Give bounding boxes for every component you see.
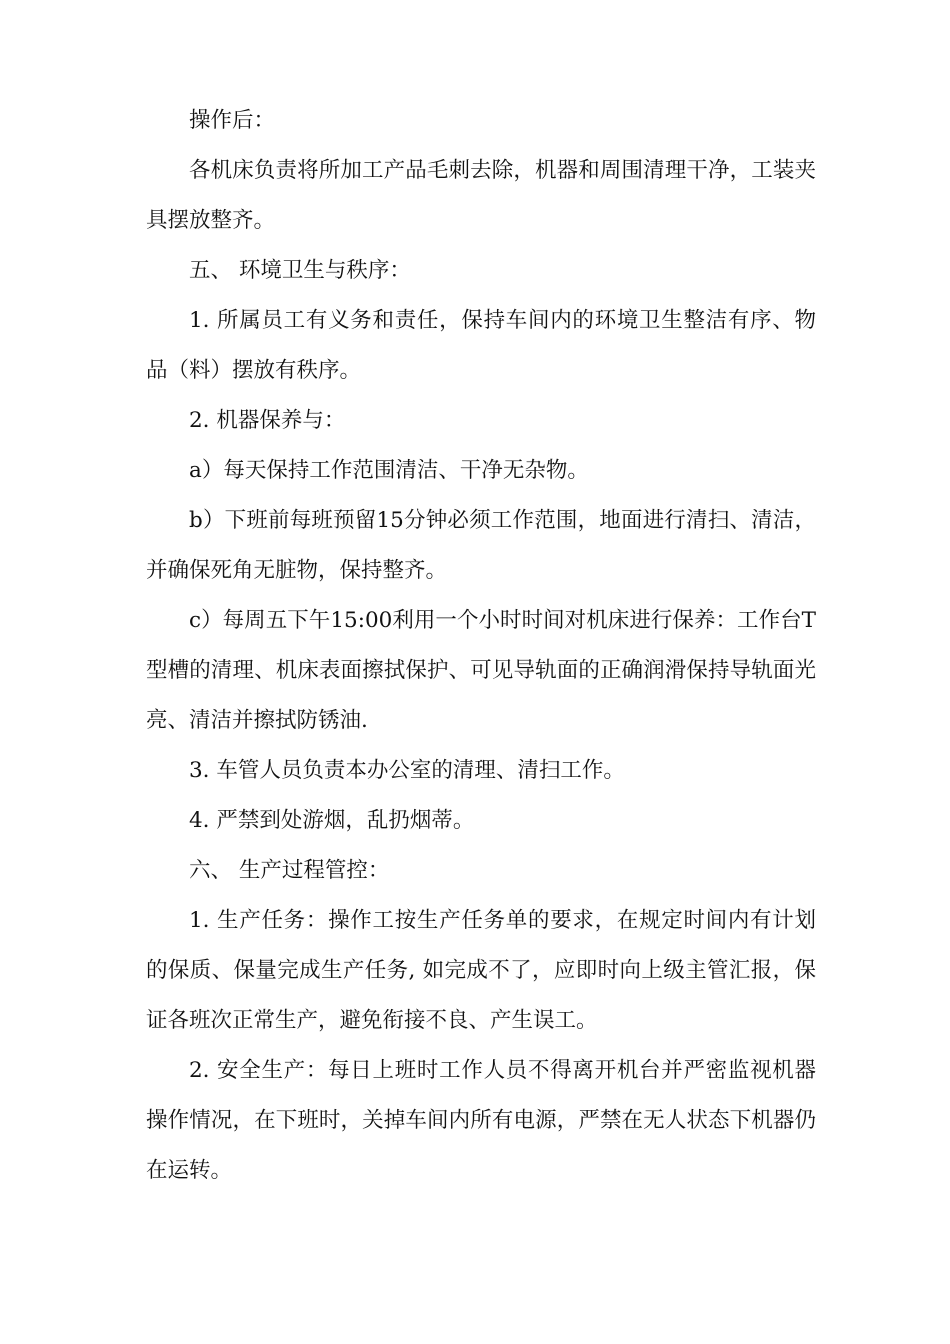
document-body [146,96,816,1196]
paragraph-deburr-cleanup: 各机床负责将所加工产品毛刺去除，机器和周围清理干净，工装夹具摆放整齐。 [146,158,816,233]
paragraph-maintenance-b: b）下班前每班预留15分钟必须工作范围，地面进行清扫、清洁，并确保死角无脏物，保持整齐。 [146,508,816,583]
paragraph-environment-item-4: 4. 严禁到处游烟，乱扔烟蒂。 [189,808,475,833]
section-heading-environment: 五、 环境卫生与秩序： [189,258,411,283]
section-heading-production-control: 六、 生产过程管控： [189,858,390,883]
paragraph-production-task: 1. 生产任务：操作工按生产任务单的要求，在规定时间内有计划的保质、保量完成生产任务, 如完成不了，应即时向上级主管汇报，保证各班次正常生产，避免衔接不良、产生误工。 [146,908,816,1033]
paragraph-machine-maintenance: 2. 机器保养与： [189,408,346,433]
paragraph-safe-production: 2. 安全生产：每日上班时工作人员不得离开机台并严密监视机器操作情况，在下班时，关掉车间内所有电源，严禁在无人状态下机器仍在运转。 [146,1058,816,1183]
paragraph-environment-item-3: 3. 车管人员负责本办公室的清理、清扫工作。 [189,758,625,783]
paragraph-maintenance-a: a）每天保持工作范围清洁、干净无杂物。 [189,458,589,483]
paragraph-maintenance-c: c）每周五下午15:00利用一个小时时间对机床进行保养：工作台T型槽的清理、机床表面擦拭保护、可见导轨面的正确润滑保持导轨面光亮、清洁并擦拭防锈油. [146,608,816,733]
paragraph-environment-item-1: 1. 所属员工有义务和责任，保持车间内的环境卫生整洁有序、物品（料）摆放有秩序。 [146,308,816,383]
paragraph-after-operation-heading: 操作后： [189,108,276,133]
